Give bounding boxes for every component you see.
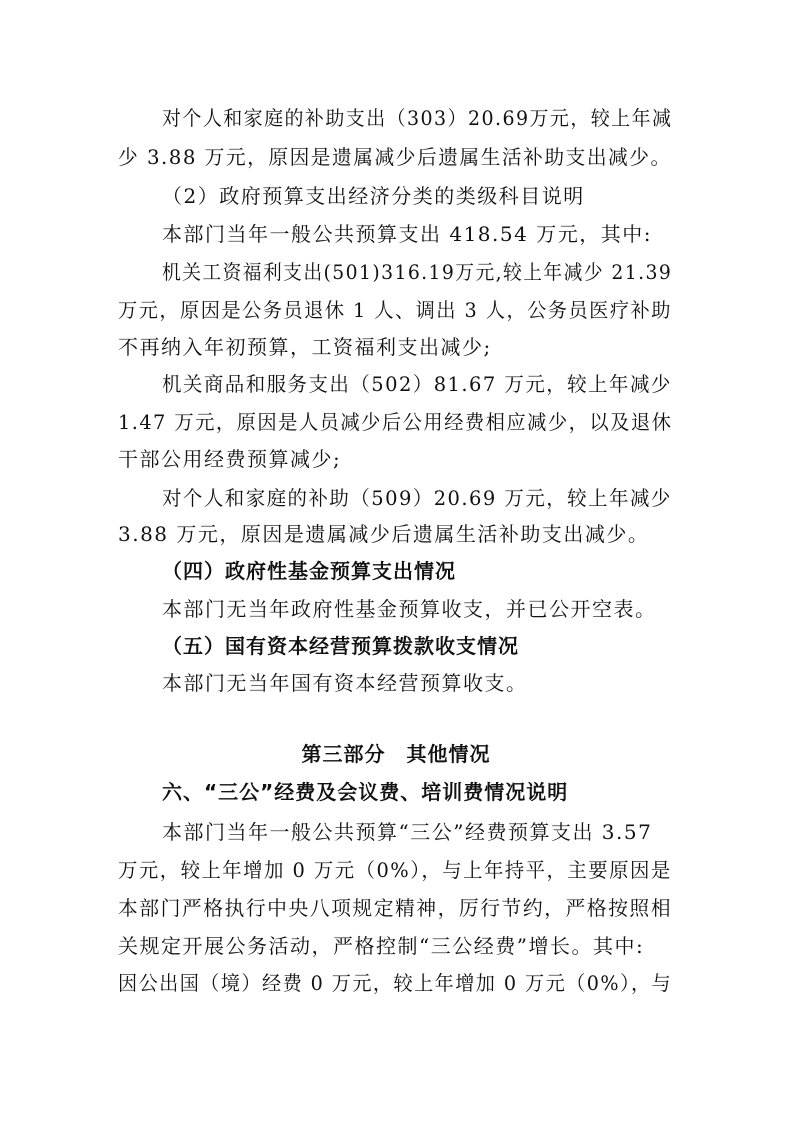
- line-text: （2）政府预算支出经济分类的类级科目说明: [162, 184, 585, 208]
- heading-text: 六、“三公”经费及会议费、培训费情况说明: [162, 780, 569, 804]
- line-text: 本部门当年一般公共预算支出 418.54 万元，其中:: [162, 222, 652, 246]
- line-text: 不再纳入年初预算，工资福利支出减少;: [118, 335, 492, 359]
- line-text: 本部门无当年政府性基金预算收支，并已公开空表。: [162, 597, 657, 621]
- line-text: 因公出国（境）经费 0 万元，较上年增加 0 万元（0%），与: [118, 971, 673, 995]
- line-text: 机关工资福利支出(501)316.19万元,较上年减少 21.39: [162, 260, 673, 284]
- line-text: 干部公用经费预算减少;: [118, 447, 342, 471]
- line-text: 万元，原因是公务员退休 1 人、调出 3 人，公务员医疗补助: [118, 298, 672, 322]
- line-text: 对个人和家庭的补助（509）20.69 万元，较上年减少: [162, 486, 672, 510]
- line-text: 1.47 万元，原因是人员减少后公用经费相应减少，以及退休: [118, 410, 673, 434]
- line-text: 3.88 万元，原因是遗属减少后遗属生活补助支出减少。: [118, 522, 650, 546]
- line-text: 本部门当年一般公共预算“三公”经费预算支出 3.57: [162, 820, 653, 844]
- line-text: 机关商品和服务支出（502）81.67 万元，较上年减少: [162, 372, 672, 396]
- line-text: 少 3.88 万元，原因是遗属减少后遗属生活补助支出减少。: [118, 145, 672, 169]
- heading-text: （五）国有资本经营预算拨款收支情况: [162, 634, 519, 658]
- line-text: 万元，较上年增加 0 万元（0%），与上年持平，主要原因是: [118, 858, 672, 882]
- part-title-text: 第三部分 其他情况: [301, 742, 491, 766]
- line-text: 关规定开展公务活动，严格控制“三公经费”增长。其中:: [118, 934, 645, 958]
- line-text: 本部门无当年国有资本经营预算收支。: [162, 671, 528, 695]
- line-text: 对个人和家庭的补助支出（303）20.69万元，较上年减: [162, 106, 673, 130]
- heading-text: （四）政府性基金预算支出情况: [162, 559, 456, 583]
- line-text: 本部门严格执行中央八项规定精神，厉行节约，严格按照相: [118, 896, 672, 920]
